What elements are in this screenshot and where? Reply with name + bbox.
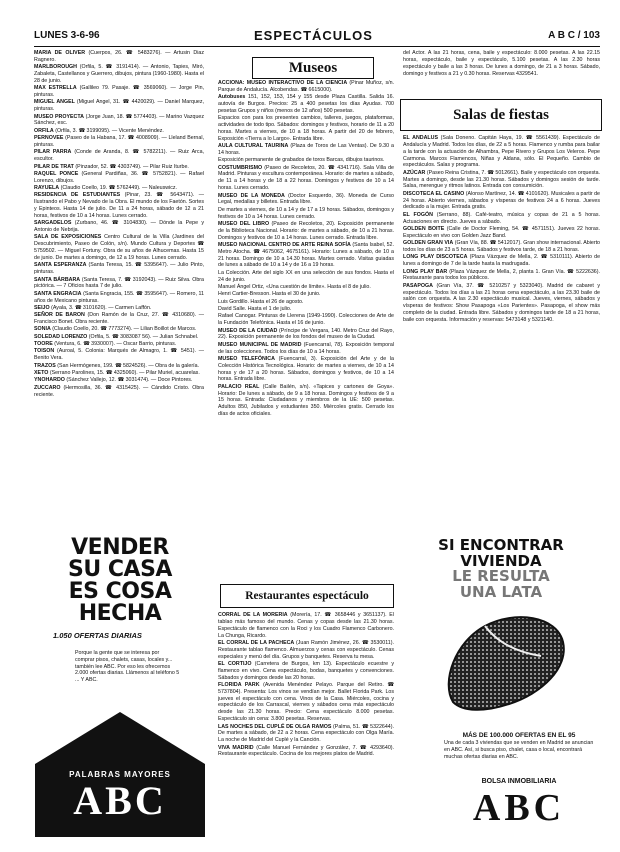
listing-name: MIGUEL ANGEL [34, 99, 75, 106]
listing-name: EL CORTIJO [218, 660, 252, 667]
listing-entry [34, 50, 204, 64]
listing-entry [218, 328, 394, 342]
listing-name: YNOHARDO [34, 377, 65, 384]
listing-name: VIVA MADRID [218, 744, 254, 751]
listing-name: SANTA ENGRACIA [34, 290, 82, 297]
listing-entry [218, 291, 394, 298]
listing-text: Manuel Ángel Ortiz, «Una cuestión de límite». Hasta el 8 de julio. [218, 283, 371, 290]
listing-text: (Fuencarral, 3). Exposición del Arte y de la Colección Histórica Tecnológica. Horario: de martes a viernes, de 10 a 14 horas y de 17 a 20 horas. Sábados, domingos y festivos, de 10 a 14 horas. Entrada libre. [218, 355, 394, 383]
computer-mouse-icon [445, 612, 567, 712]
listing-name: AULA CULTURAL TAURINA [218, 143, 289, 150]
listing-text: (Pinzador, 52. ☎ 4303749). — Pilar Ruiz Iturbe. [75, 163, 189, 170]
listing-entry [34, 348, 204, 362]
listing-entry [34, 377, 204, 384]
listing-name: EL ANDALUS [403, 135, 439, 141]
palabras-mayores: PALABRAS MAYORES [69, 770, 171, 779]
listing-text: (General Pardiñas, 36. ☎ 5752821). — Rafael Lorenzo, dibujos. [34, 170, 204, 184]
listing-entry [34, 234, 204, 261]
listing-entry [34, 385, 204, 399]
listing-name: LONG PLAY DISCOTECA [403, 254, 468, 261]
museos-column [218, 50, 394, 585]
salas-intro-column [403, 50, 600, 92]
listing-entry [34, 128, 204, 135]
listing-name: PERNOVEE [34, 135, 64, 142]
listing-text: De martes a viernes, de 10 a 14 y de 17 a 19 horas. Sábados, domingos y festivos de 10 a 14 horas. Lunes cerrado. [218, 206, 394, 220]
listing-text: (Cuerpos, 26. ☎ 5483276). — Artusin Diaz Ragnero. [34, 50, 204, 63]
listing-text: (Serrano, 88). Café-teatro, música y copas de 21 a 5 horas. Actuaciones en directo. Jueves a sábado. [403, 211, 600, 225]
listing-entry [34, 149, 204, 163]
ad-vender-casa [35, 537, 205, 837]
listing-entry [218, 115, 394, 142]
listing-text: (Sala Doneno. Capitán Haya, 19. ☎ 5561439). Espectáculo de Andalucía y Madrid. Todos los días, de 22 a 5 horas. Flamenco y rumba para bailar a la tarde con la actuación de Alhambra, Pepe Rivero y Grupos Los Veleros. Pepe Carmona. Marcos Flamencos, Niñas y Aldana, sólo. El Pequeño. Cambio de espectáculos. Salas y programa. [403, 135, 600, 169]
listing-text: (Pinar, 23. ☎ 5643471). — Ilustrando el Pabo y Nevado de la Obra. El mundo de los Faetón. Sortes y Epinteos. Hasta 14 de julio. De 11 a 24 horas, sábado de 12 a 21 horas, festivos de 10 a 14 horas. Lunes cerrado. [34, 192, 204, 219]
listing-name: RAQUEL PONCE [34, 170, 79, 177]
salas-column [403, 135, 600, 515]
listing-entry [34, 99, 204, 113]
listing-text: (Paseo de Recoletos, 20. ☎ 4341716). Sala Villa de Madrid. Pinturas y escultura contemporánea. Horario: de martes a sábado, de 11 a 14 horas y de 18 a 22 horas. Domingos y festivos de 10 a 14 horas. Lunes cerrado. [218, 164, 394, 192]
listing-text: (Conde de Aranda, 8. ☎ 5782211). — Ruiz Arca, escultor. [34, 149, 204, 163]
listing-text: Rafael Canogar. Pinturas de Llerena (1949-1990). Colecciones de Arte de la Fundación Telefónica. Hasta el 16 de junio. [218, 313, 394, 327]
listing-entry [218, 157, 394, 164]
listing-name: ORFILA [34, 127, 54, 134]
listing-name: XETO [34, 369, 49, 376]
listing-name: EL CORRAL DE LA PACHECA [218, 639, 295, 646]
listing-entry [34, 135, 204, 149]
listing-entry [218, 661, 394, 682]
listing-text: Exposición permanente de grabados de toros Barcas, dibujos taurinos. [218, 157, 385, 164]
listing-entry [218, 384, 394, 418]
listing-entry [218, 94, 394, 115]
listing-entry [34, 291, 204, 305]
listing-text: (San Hermógenes, 199. ☎ 5824526). — Obra de la galería. [57, 362, 200, 369]
listing-entry [34, 164, 204, 171]
listing-entry [218, 242, 394, 269]
house-logo [35, 712, 205, 837]
house-roof-icon [35, 712, 205, 764]
listing-name: PILAR DE TRAT [34, 163, 74, 170]
listing-name: MUSEO DE LA MONEDA [218, 192, 285, 199]
listing-name: MUSEO DE LA CIUDAD [218, 327, 278, 334]
listing-text: 151, 152, 153, 154 y 155 desde Plaza Castilla. Salida 16. autovía de Burgos. Precios: 25 a 400 pesetas los días Ayudas. 700 pesetas Grupos y niños (menos de 12 años) 500 pesetas. [218, 94, 394, 114]
listing-text: (Santa Engracia, 155. ☎ 3595647). — Romero, 11 años de Mexicano pinturas. [34, 290, 204, 304]
listing-text: (Gallileo 79. Pasaje. ☎ 3569060). — Jorge Pin, pinturas. [34, 85, 204, 99]
listing-entry [34, 341, 204, 348]
listing-name: CORRAL DE LA MORERÍA [218, 612, 288, 618]
listing-text: (Miguel Angel, 31. ☎ 4420029). — Daniel Marquez, pinturas. [34, 99, 204, 113]
listing-text: (Zurbano, 46. ☎ 3104830). — Dónde la Pepe y Antonio de Nebrija. [34, 220, 204, 234]
listing-entry [403, 191, 600, 212]
listing-entry [34, 192, 204, 219]
listing-entry [218, 207, 394, 221]
listing-entry [218, 193, 394, 207]
listing-entry [34, 85, 204, 99]
listing-entry [34, 312, 204, 326]
listing-name: TOORE [34, 341, 53, 348]
listing-name: MAX ESTRELLA [34, 85, 77, 92]
listing-text: (Paseo de la Habana, 17. ☎ 4008909). — Lleland Bernal, pinturas. [34, 135, 204, 148]
ad-encontrar-vivienda [402, 538, 600, 844]
listing-text: (Auroal, 5. Colonia: Marqués de Almagro, 1. ☎ 5451). — Benito Vera. [34, 348, 204, 362]
ad-line: SI ENCONTRAR [438, 536, 564, 554]
listing-entry [34, 262, 204, 276]
listing-name: SEIJO [34, 304, 50, 311]
listing-entry [403, 170, 600, 191]
ad-ofertas: MÁS DE 100.000 OFERTAS EN EL 95 [462, 732, 576, 739]
listing-entry [403, 226, 600, 240]
ad-line: VIVIENDA [460, 551, 542, 570]
listing-name: MUSEO TELEFÓNICA [218, 355, 275, 362]
listing-text: (Ventura, 6. ☎ 3930007). — Oscar Barrio, pinturas. [54, 341, 177, 348]
listing-text: (Santa Teresa, 15. ☎ 5395647). — Julio Pinto, pinturas. [34, 262, 204, 276]
listing-entry [403, 254, 600, 268]
listing-entry [403, 50, 600, 77]
restaurantes-heading: Restaurantes espectáculo [220, 584, 394, 608]
listing-entry [218, 143, 394, 157]
listing-name: SARGADELOS [34, 220, 72, 227]
listing-entry [218, 356, 394, 383]
listing-entry [218, 640, 394, 661]
listing-name: COSTUMBRISMO [218, 164, 263, 171]
listing-text: (Pinar Muñoz, s/n. Parque de Andalucía. Alcobendas. ☎ 6615000). [218, 80, 394, 93]
listing-name: SALA DE EXPOSICIONES [34, 234, 102, 241]
listing-name: MUSEO MUNICIPAL DE MADRID [218, 341, 302, 348]
listing-text: (Jorge Juan, 18. ☎ 5774403). — Marino Vazquez Sánchez, esc. [34, 113, 204, 127]
listing-name: RESIDENCIA DE ESTUDIANTES [34, 192, 121, 199]
galleries-column [34, 50, 204, 440]
listing-text: Luis Gordillo. Hasta el 26 de agosto. [218, 298, 304, 305]
listing-text: David Salle. Hasta el 1 de julio. [218, 306, 292, 312]
listing-entry [403, 212, 600, 226]
listing-entry [218, 299, 394, 306]
page-header [34, 30, 600, 47]
listing-text: (Paseo de Recoletos, 20). Exposición permanente de la Biblioteca Nacional. Horario: de martes a sábado, de 10 a 21 horas. Domingos y festivos de 10 a 14 horas. Lunes cerrado. Entrada libre. [218, 220, 394, 241]
listing-text: (Claudio Coello, 20. ☎ 7773274). — Lilian Boillot de Marcos. [52, 326, 197, 333]
listing-text: (Orfila, 5. ☎ 3191414). — Antonio, Tapies, Miró, Zabaleta, Castellanos y Guerrero, dibujos, pintura (1960-1980). Hasta el 28 de junio. [34, 64, 204, 84]
listing-entry [218, 165, 394, 192]
listing-name: ACCIONA: MUSEO INTERACTIVO DE LA CIENCIA [218, 80, 348, 86]
listing-name: TOISON [34, 348, 55, 355]
listing-text: (Calle Manuel Fernández y González, 7. ☎ 4293640). Restaurante espectáculo. Cocina de los mejores platos de Madrid. [218, 744, 394, 758]
listing-name: GOLDEN GRAN VIA [403, 240, 454, 247]
listing-name: MUSEO DEL LIBRO [218, 220, 270, 227]
listing-entry [218, 342, 394, 356]
ad-ofertas: 1.050 OFERTAS DIARIAS [53, 631, 142, 640]
listing-name: AZÚCAR [403, 169, 426, 176]
listing-text: (Gran Vía, 37. ☎ 5210257 y 5323040). Madrid de cabaret y espectáculo. Todos los días a las 21 horas cena espectáculo, a las 23.30 baile de salón con orquesta. A las 2.30 espectáculo musical. Jueves, viernes, sábados y vísperas de festivos: Show Pasapoga «Los Parientes». Pasapoga, el show más completo de la ciudad. Entrada libre. Sábados y domingos tarde de 18 a 21 horas, baile con orquesta. Información y reservas: 5473148 y 5321140. [403, 282, 600, 323]
listing-entry [34, 334, 204, 341]
listing-entry [403, 269, 600, 283]
ad-body-text: Una de cada 3 viviendas que se venden en Madrid se anuncian en ABC. Así, si busca piso, chalet, casa o local, encontrará muchas ofertas diarias en ABC. [444, 740, 594, 760]
listing-name: PASAPOGA [403, 282, 433, 289]
ad-line: SU CASA [68, 557, 172, 582]
ad-line: UNA LATA [459, 582, 543, 601]
listing-text: (Santa Isabel, 52. Metro Atocha. ☎ 4675062, 4675161). Horario: Lunes a sábado, de 10 a 21 horas. Domingo de 10 a 14.30 horas. Martes cerrado. Visitas guiadas de lunes a sábado de 10 a 14 y de 16 a 19 horas. [218, 241, 394, 269]
listing-entry [218, 313, 394, 327]
page-number: A B C / 103 [548, 30, 600, 41]
listing-entry [218, 724, 394, 745]
listing-name: RAYUELA [34, 185, 60, 192]
listing-text: (Plaza de Toros de Las Ventas). De 9.30 a 14 horas. [218, 143, 394, 156]
listing-text: (Carretera de Burgos, km 13). Espectáculo ecuestre y flamenco en vivo. Cena espectáculo, bodas, banquetes y convenciones. Sábados y domingos desde las 20 horas. [218, 660, 394, 681]
listing-name: MARIA DE OLIVER [34, 50, 86, 56]
listing-entry [403, 283, 600, 324]
listing-entry [34, 277, 204, 291]
listing-name: DISCOTECA EL CASINO [403, 190, 465, 197]
listing-entry [218, 221, 394, 242]
ad-line: VENDER [71, 535, 169, 560]
listing-name: MUSEO PROYECTA [34, 113, 85, 120]
listing-entry [218, 80, 394, 94]
salas-heading: Salas de fiestas [400, 99, 602, 131]
ad-line: ES COSA [68, 579, 172, 604]
abc-logo: ABC [472, 787, 566, 829]
listing-text: (Don Ramón de la Cruz, 27. ☎ 4310680). — Francisco Bonet. Obra reciente. [34, 312, 204, 326]
museos-heading: Museos [252, 57, 374, 79]
section-title: ESPECTÁCULOS [254, 28, 373, 43]
listing-text: (Palma, 51. ☎ 5322644). De martes a sábado, de 22 a 2 horas. Cena espectáculo con Olga María. La noche de Madrid del Cuplé y la Canción. [218, 723, 394, 744]
listing-entry [403, 240, 600, 254]
ad-headline [402, 538, 600, 600]
listing-name: GOLDEN BOITE [403, 225, 445, 232]
listing-text: (Sánchez Vallejo, 12. ☎ 3031474). — Doce Pintores. [66, 377, 193, 384]
listing-text: (Hermosilla, 36. ☎ 4315425). — Cándido Cristo. Obra reciente. [34, 384, 204, 398]
listing-entry [34, 171, 204, 185]
listing-name: SONIA [34, 326, 51, 333]
listing-name: SANTA BÁRBARA [34, 276, 81, 283]
abc-logo: ABC [73, 778, 167, 823]
listing-text: (Ayala, 3. ☎ 3101620). — Carmen Laffón. [51, 304, 152, 311]
ad-line: HECHA [78, 601, 162, 626]
listing-entry [218, 284, 394, 291]
listing-entry [34, 220, 204, 234]
listing-entry [218, 682, 394, 723]
ad-body-text: Porque la gente que se interesa por comprar pisos, chalets, casas, locales y... también lee ABC. Por eso les ofrecemos 2.000 ofertas diarias. Llámenos al teléfono 5 ... Y ABC. [75, 650, 180, 684]
listing-entry [34, 363, 204, 370]
listing-text: (Juan Ramón Jiménez, 26. ☎ 3530011). Restaurante tablao flamenco. Almuerzos y cenas con espectáculo. Cenas especiales y menú del día. Grupos y banquetes. Reserva tu mesa. [218, 639, 394, 660]
listing-text: (Calle de Doctor Fleming, 54. ☎ 4571151). Jueves 22 horas. Espectáculo en vivo con Golden Jazz Band. [403, 225, 600, 239]
listing-text: (Santa Teresa, 7. ☎ 3192043). — Ruiz Silva. Obra pictórica. — 7 Oficios hasta 7 de julio. [34, 276, 204, 290]
listing-name: SOLEDAD LORENZO [34, 333, 88, 340]
listing-text: (Príncipe de Vergara, 140. Metro Cruz del Rayo, 22). Exposición permanente de los fondos del museo de la Ciudad. [218, 327, 394, 341]
listing-entry [34, 305, 204, 312]
ad-line: LE RESULTA [452, 567, 550, 585]
listing-name: PILAR PARRA [34, 149, 72, 156]
listing-text: (Fuencarral, 78). Exposición temporal de las colecciones. Todos los días de 10 a 14 horas. [218, 341, 394, 355]
listing-name: TRAZOS [34, 362, 56, 369]
listing-entry [218, 270, 394, 284]
listing-entry [34, 64, 204, 85]
listing-name: MARLBOROUGH [34, 64, 77, 71]
listing-text: del Actor. A las 21 horas, cena, baile y espectáculo: 8.000 pesetas. A las 22.15 horas, espectáculo, baile y espectáculo, 5.100 pesetas. A las 2.30 horas espectáculo y baile a las 3 horas. De lunes a domingo, de 21 a 3 horas. Sábado, domingo y festivos a 21 y 0.30 horas. Reservas 4329541. [403, 50, 600, 77]
listing-entry [34, 185, 204, 192]
listing-name: LONG PLAY BAR [403, 268, 448, 275]
listing-entry [218, 745, 394, 759]
listing-name: SEÑOR DE BARON [34, 312, 85, 319]
restaurantes-column [218, 612, 394, 850]
listing-text: Espacios con para los presentes cambios, talleres, juegos, plataformas, actividades de todo tipo. Sábados: domingos y festivos, horario de 11 a 20 horas. Martes a viernes, de 10 a 18 horas. A partir del 20 de febrero, Exposición «Tierra a lo Largo». Entrada libre. [218, 115, 394, 142]
listing-name: SANTA ESPERANZA [34, 262, 87, 269]
listing-text: (Doctor Esquerdo, 36). Moneda de Curso Legal, medallas y billetes. Entrada libre. [218, 192, 394, 206]
listing-text: (Claudio Coello, 19. ☎ 5762449). — Naleuswicz. [60, 185, 178, 192]
listing-text: (Gran Vía, 88. ☎ 5412017). Gran show internacional. Abierto todos los días de 23 a 5 horas. Sábados y festivos tarde, de 18 a 21 horas. [403, 240, 600, 253]
listing-text: (Plaza Vázquez de Mella, 2. ☎ 5310111). Abierto de lunes a domingo de 7 de la tarde hasta la madrugada. [403, 254, 600, 268]
listing-name: MUSEO NACIONAL CENTRO DE ARTE REINA SOFÍA [218, 241, 351, 248]
listing-entry [218, 612, 394, 639]
listing-text: (Orfila, 3. ☎ 3199095). — Vicente Menéndez. [55, 127, 164, 134]
listing-text: Centro Cultural de la Villa (Jardines del Descubrimiento, Paseo de Colón, s/n). Mundo Cultura y Deportes ☎ 5759502. — Miguel Fortuny. Obra de su años de Alhucemas. Hasta 15 de junio. De martes a domingo, de 12 a 19 horas. Lunes cerrado. [34, 234, 204, 261]
listing-text: (Avenida Menéndez Pelayo. Parque del Retiro. ☎ 5737804). Presenta: Los vinos se vendían mejor. Ballet Florida Park. Los jueves el espectáculo con cena. Vinos de la Casa. Miércoles, cocina y espectáculo de los Carrascal, viernes y sábados cena más espectáculo desde las 21.30 horas. Precio: Cena espectáculo 8.000 pesetas. Espectáculo sin cena: 3.800 pesetas. Reservas. [218, 681, 394, 723]
listing-text: (Calle Bailén, s/n). «Tapices y cartones de Goya». Horario: De lunes a sábado, de 9 a 18 horas. Domingos y festivos de 9 a 15 horas. Entrada: Ciudadanos y miembros de la UE: 500 pesetas. Adultos 850, Jubilados y estudiantes 350. Miércoles gratis. Cerrado los días de actos oficiales. [218, 383, 394, 418]
bolsa-inmobiliaria: BOLSA INMOBILIARIA [481, 778, 557, 785]
listing-name: EL FOGÓN [403, 211, 433, 218]
listing-text: (Plaza Vázquez de Mella, 2, planta 1. Gran Vía. ☎ 5222636). Restaurante para todos los públicos. [403, 268, 600, 282]
listing-text: (Paseo Reina Cristina, 7. ☎ 5012661). Baile y espectáculo con orquesta. Martes a domingo, desde las 21.30 horas. Sábados y domingos sesión de tarde. Salsa, merengue y ritmos latinos. Entrada con consumición. [403, 169, 600, 190]
listing-text: La Colección. Arte del siglo XX en una selección de sus fondos. Hasta el 24 de junio. [218, 269, 394, 283]
listing-text: (Morería, 17. ☎ 3658446 y 3651137). El tablao más famoso del mundo. Cenas y copas desde las 21.30 horas. Espectáculo de flamenco con la Roci y los Cuadro Flamenco Carbonero. La Chunga, Ricardo. [218, 612, 394, 639]
ad-headline [35, 537, 205, 625]
listing-name: FLORIDA PARK [218, 681, 260, 688]
listing-entry [34, 326, 204, 333]
listing-text: (Alonso Martínez, 14. ☎ 4101620). Musicales a partir de 24 horas. Abierto viernes, sábados y vísperas de festivos 24 a 6 horas. Jueves dedicado a la mujer. Entrada gratis. [403, 190, 600, 211]
listing-text: (Orfila, 5. ☎ 3083087 56). — Julian Schnabel. [88, 333, 199, 340]
listing-text: (Serrano Parolines, 15. ☎ 4325060). — Pilar Muriel, acuarelas. [49, 369, 200, 376]
listing-entry [218, 306, 394, 313]
listing-name: Autobuses [218, 94, 246, 101]
listing-entry [403, 135, 600, 169]
listing-name: ZUCCARO [34, 384, 61, 391]
listing-text: Henri Cartier-Bresson. Hasta el 30 de junio. [218, 291, 321, 298]
listing-entry [34, 370, 204, 377]
listing-name: PALACIO REAL [218, 383, 260, 390]
listing-entry [34, 114, 204, 128]
listing-name: LAS NOCHES DEL CUPLÉ DE OLGA RAMOS [218, 723, 332, 730]
page-date: LUNES 3-6-96 [34, 30, 100, 41]
house-body [35, 764, 205, 837]
